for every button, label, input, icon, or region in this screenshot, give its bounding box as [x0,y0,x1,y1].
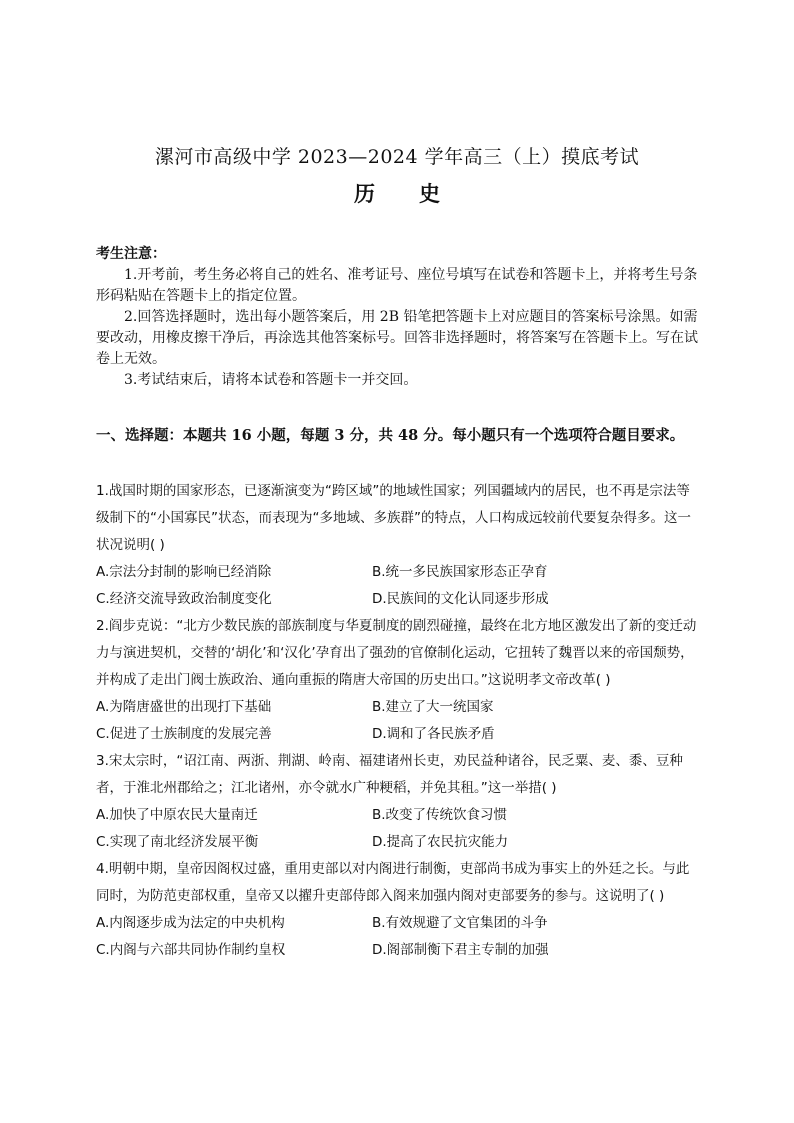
option-d: D.民族间的文化认同逐步形成 [372,591,549,607]
notice-item-3: 3.考试结束后，请将本试卷和答题卡一并交回。 [124,372,418,388]
option-c: C.内阁与六部共同协作制约皇权 [96,942,286,958]
option-c: C.经济交流导致政治制度变化 [96,591,272,607]
exam-title: 漯河市高级中学 2023—2024 学年高三（上）摸底考试 [154,146,640,168]
option-b: B.改变了传统饮食习惯 [372,807,508,823]
question-stem: 1.战国时期的国家形态，已逐渐演变为“跨区域”的地域性国家；列国疆域内的居民，也不再是宗法等级制下的“小国寡民”状态，而表现为“多地域、多族群”的特点，人口构成远较前代要复杂得多。这一状况说明( ) [96,483,691,553]
candidate-notice [96,244,700,391]
question-stem: 4.明朝中期，皇帝因阁权过盛，重用吏部以对内阁进行制衡，吏部尚书成为事实上的外廷之长。与此同时，为防范吏部权重，皇帝又以擢升吏部侍郎入阁来加强内阁对吏部要务的参与。这说明了( ) [96,861,690,904]
question-2 [96,613,700,748]
option-grid [96,694,700,748]
question-stem: 2.阎步克说：“北方少数民族的部族制度与华夏制度的剧烈碰撞，最终在北方地区激发出了新的变迁动力与演进契机，交替的‘胡化’和‘汉化’孕育出了强劲的官僚制化运动，它扭转了魏晋以来的帝国颓势，并构成了走出门阀士族政治、通向重振的隋唐大帝国的历史出口。”这说明孝文帝改革( ) [96,618,697,688]
question-1 [96,478,700,613]
option-a: A.为隋唐盛世的出现打下基础 [96,699,272,715]
option-b: B.建立了大一统国家 [372,699,494,715]
notice-item-1: 1.开考前，考生务必将自己的姓名、准考证号、座位号填写在试卷和答题卡上，并将考生号条形码粘贴在答题卡上的指定位置。 [96,267,698,304]
question-stem: 3.宋太宗时，“诏江南、两浙、荆湖、岭南、福建诸州长吏，劝民益种诸谷，民乏粟、麦、黍、豆种者，于淮北州郡给之；江北诸州，亦令就水广种粳稻，并免其租。”这一举措( ) [96,753,683,796]
subject-title: 历史 [354,181,484,206]
notice-heading: 考生注意： [96,246,166,262]
section-heading: 一、选择题：本题共 16 小题，每题 3 分，共 48 分。每小题只有一个选项符合题目要求。 [96,427,685,444]
notice-item-2: 2.回答选择题时，选出每小题答案后，用 2B 铅笔把答题卡上对应题目的答案标号涂黑。如需要改动，用橡皮擦干净后，再涂选其他答案标号。回答非选择题时，将答案写在答题卡上。写在试卷上无效。 [96,309,698,367]
option-grid [96,559,700,613]
question-3 [96,748,700,856]
option-grid [96,910,700,964]
option-b: B.统一多民族国家形态正孕育 [372,564,548,580]
option-d: D.调和了各民族矛盾 [372,726,495,742]
option-grid [96,802,700,856]
option-d: D.提高了农民抗灾能力 [372,834,509,850]
option-a: A.内阁逐步成为法定的中央机构 [96,915,285,931]
option-b: B.有效规避了文官集团的斗争 [372,915,548,931]
option-d: D.阁部制衡下君主专制的加强 [372,942,549,958]
option-a: A.加快了中原农民大量南迁 [96,807,258,823]
option-c: C.促进了士族制度的发展完善 [96,726,272,742]
question-4 [96,856,700,964]
option-c: C.实现了南北经济发展平衡 [96,834,259,850]
option-a: A.宗法分封制的影响已经消除 [96,564,272,580]
question-list [96,478,700,964]
